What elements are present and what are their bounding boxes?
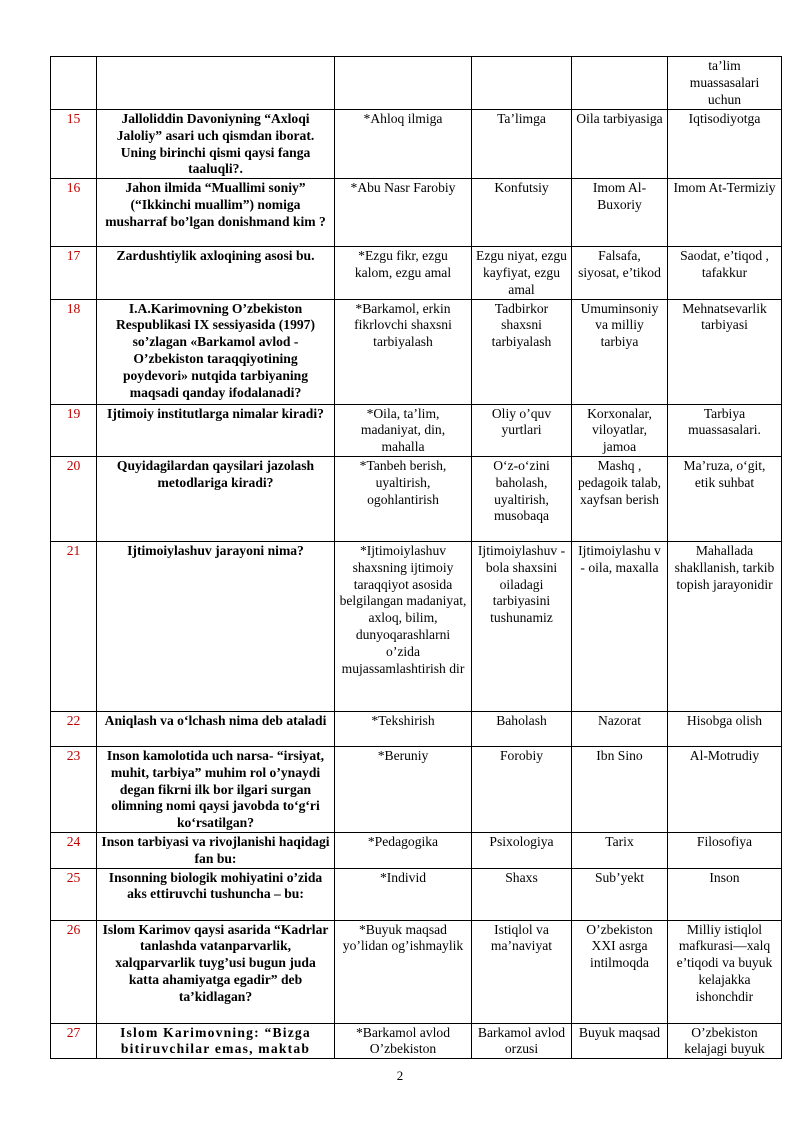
answer-c-cell: O’zbekiston XXI asrga intilmoqda (572, 920, 668, 1023)
answer-d-cell: Imom At-Termiziy (668, 179, 782, 247)
question-cell: Ijtimoiylashuv jarayoni nima? (97, 541, 335, 711)
quiz-table (50, 56, 782, 1059)
answer-b-cell: Barkamol avlod orzusi (472, 1023, 572, 1059)
num-cell: 25 (51, 868, 97, 920)
answer-d-cell: O’zbekiston kelajagi buyuk (668, 1023, 782, 1059)
table-row (51, 868, 782, 920)
num-cell: 26 (51, 920, 97, 1023)
answer-b-cell: Tadbirkor shaxsni tarbiyalash (472, 299, 572, 404)
table-row (51, 920, 782, 1023)
answer-b-cell: Ta’limga (472, 110, 572, 179)
question-cell (97, 57, 335, 110)
answer-a-cell: *Pedagogika (335, 832, 472, 868)
answer-b-cell: Oliy o’quv yurtlari (472, 404, 572, 456)
answer-c-cell: Tarix (572, 832, 668, 868)
answer-a-cell: *Buyuk maqsad yo’lidan og’ishmaylik (335, 920, 472, 1023)
answer-a-cell: *Ahloq ilmiga (335, 110, 472, 179)
answer-d-cell: Hisobga olish (668, 711, 782, 746)
table-row (51, 1023, 782, 1059)
num-cell: 20 (51, 456, 97, 541)
answer-d-cell: Mahallada shakllanish, tarkib topish jarayonidir (668, 541, 782, 711)
answer-b-cell: Shaxs (472, 868, 572, 920)
question-cell: Zardushtiylik axloqining asosi bu. (97, 247, 335, 299)
table-row (51, 711, 782, 746)
question-cell: Aniqlash va o‘lchash nima deb ataladi (97, 711, 335, 746)
question-cell: Jalloliddin Davoniyning “Axloqi Jaloliy” asari uch qismdan iborat. Uning birinchi qismi qaysi fanga taaluqli?. (97, 110, 335, 179)
answer-a-cell: *Barkamol, erkin fikrlovchi shaxsni tarbiyalash (335, 299, 472, 404)
answer-c-cell: Imom Al-Buxoriy (572, 179, 668, 247)
answer-b-cell: Forobiy (472, 746, 572, 832)
num-cell: 21 (51, 541, 97, 711)
table-row (51, 57, 782, 110)
num-cell: 23 (51, 746, 97, 832)
table-row (51, 247, 782, 299)
answer-a-cell: *Individ (335, 868, 472, 920)
answer-d-cell: Inson (668, 868, 782, 920)
num-cell: 17 (51, 247, 97, 299)
table-row (51, 179, 782, 247)
answer-a-cell: *Oila, ta’lim, madaniyat, din, mahalla (335, 404, 472, 456)
answer-c-cell (572, 57, 668, 110)
answer-a-cell: *Ezgu fikr, ezgu kalom, ezgu amal (335, 247, 472, 299)
table-row (51, 404, 782, 456)
answer-c-cell: Korxonalar, viloyatlar, jamoa (572, 404, 668, 456)
answer-b-cell: O‘z-o‘zini baholash, uyaltirish, musobaqa (472, 456, 572, 541)
question-cell: Islom Karimov qaysi asarida “Kadrlar tanlashda vatanparvarlik, xalqparvarlik tuyg’usi bugun juda katta ahamiyatga egadir” deb ta’kidlagan? (97, 920, 335, 1023)
question-cell: Quyidagilardan qaysilari jazolash metodlariga kiradi? (97, 456, 335, 541)
answer-b-cell: Ezgu niyat, ezgu kayfiyat, ezgu amal (472, 247, 572, 299)
answer-b-cell: Baholash (472, 711, 572, 746)
table-row (51, 832, 782, 868)
answer-a-cell: *Beruniy (335, 746, 472, 832)
answer-c-cell: Umuminsoniy va milliy tarbiya (572, 299, 668, 404)
num-cell: 19 (51, 404, 97, 456)
table-row (51, 110, 782, 179)
question-cell: Ijtimoiy institutlarga nimalar kiradi? (97, 404, 335, 456)
num-cell: 24 (51, 832, 97, 868)
answer-c-cell: Ibn Sino (572, 746, 668, 832)
num-cell (51, 57, 97, 110)
answer-b-cell: Istiqlol va ma’naviyat (472, 920, 572, 1023)
answer-d-cell: Milliy istiqlol mafkurasi—xalq e’tiqodi va buyuk kelajakka ishonchdir (668, 920, 782, 1023)
answer-c-cell: Ijtimoiylashu v - oila, maxalla (572, 541, 668, 711)
answer-d-cell: Filosofiya (668, 832, 782, 868)
answer-b-cell: Konfutsiy (472, 179, 572, 247)
answer-c-cell: Mashq , pedagoik talab, xayfsan berish (572, 456, 668, 541)
answer-c-cell: Nazorat (572, 711, 668, 746)
answer-c-cell: Sub’yekt (572, 868, 668, 920)
answer-d-cell: Ma’ruza, o‘git, etik suhbat (668, 456, 782, 541)
answer-d-cell: Iqtisodiyotga (668, 110, 782, 179)
answer-d-cell: Mehnatsevarlik tarbiyasi (668, 299, 782, 404)
num-cell: 22 (51, 711, 97, 746)
answer-a-cell: *Ijtimoiylashuv shaxsning ijtimoiy taraqqiyot asosida belgilangan madaniyat, axloq, bilim, dunyoqarashlarni o’zida mujassamlashtirish dir (335, 541, 472, 711)
table-row (51, 541, 782, 711)
question-cell: Insonning biologik mohiyatini o’zida aks ettiruvchi tushuncha – bu: (97, 868, 335, 920)
table-row (51, 299, 782, 404)
answer-c-cell: Falsafa, siyosat, e’tikod (572, 247, 668, 299)
answer-a-cell: *Tekshirish (335, 711, 472, 746)
answer-c-cell: Oila tarbiyasiga (572, 110, 668, 179)
answer-d-cell: ta’lim muassasalari uchun (668, 57, 782, 110)
answer-b-cell: Psixologiya (472, 832, 572, 868)
question-cell: Inson kamolotida uch narsa- “irsiyat, muhit, tarbiya” muhim rol o’ynaydi degan fikrni ilk bor ilgari surgan olimning nomi qaysi javobda to‘g‘ri ko‘rsatilgan? (97, 746, 335, 832)
answer-c-cell: Buyuk maqsad (572, 1023, 668, 1059)
question-cell: Jahon ilmida “Muallimi soniy” (“Ikkinchi muallim”) nomiga musharraf bo’lgan donishmand kim ? (97, 179, 335, 247)
num-cell: 16 (51, 179, 97, 247)
answer-d-cell: Saodat, e’tiqod , tafakkur (668, 247, 782, 299)
num-cell: 18 (51, 299, 97, 404)
answer-d-cell: Tarbiya muassasalari. (668, 404, 782, 456)
table-row (51, 456, 782, 541)
answer-d-cell: Al-Motrudiy (668, 746, 782, 832)
page-number: 2 (396, 1068, 404, 1083)
answer-a-cell (335, 57, 472, 110)
question-cell: Inson tarbiyasi va rivojlanishi haqidagi fan bu: (97, 832, 335, 868)
answer-b-cell: Ijtimoiylashuv - bola shaxsini oiladagi tarbiyasini tushunamiz (472, 541, 572, 711)
num-cell: 15 (51, 110, 97, 179)
question-cell: Islom Karimovning: “Bizga bitiruvchilar emas, maktab (97, 1023, 335, 1059)
answer-a-cell: *Abu Nasr Farobiy (335, 179, 472, 247)
num-cell: 27 (51, 1023, 97, 1059)
answer-a-cell: *Barkamol avlod O’zbekiston (335, 1023, 472, 1059)
table-row (51, 746, 782, 832)
answer-b-cell (472, 57, 572, 110)
answer-a-cell: *Tanbeh berish, uyaltirish, ogohlantirish (335, 456, 472, 541)
question-cell: I.A.Karimovning O’zbekiston Respublikasi IX sessiyasida (1997) so’zlagan «Barkamol avlod -O’zbekiston taraqqiyotining poydevori» nutqida tarbiyaning maqsadi qanday ifodalanadi? (97, 299, 335, 404)
